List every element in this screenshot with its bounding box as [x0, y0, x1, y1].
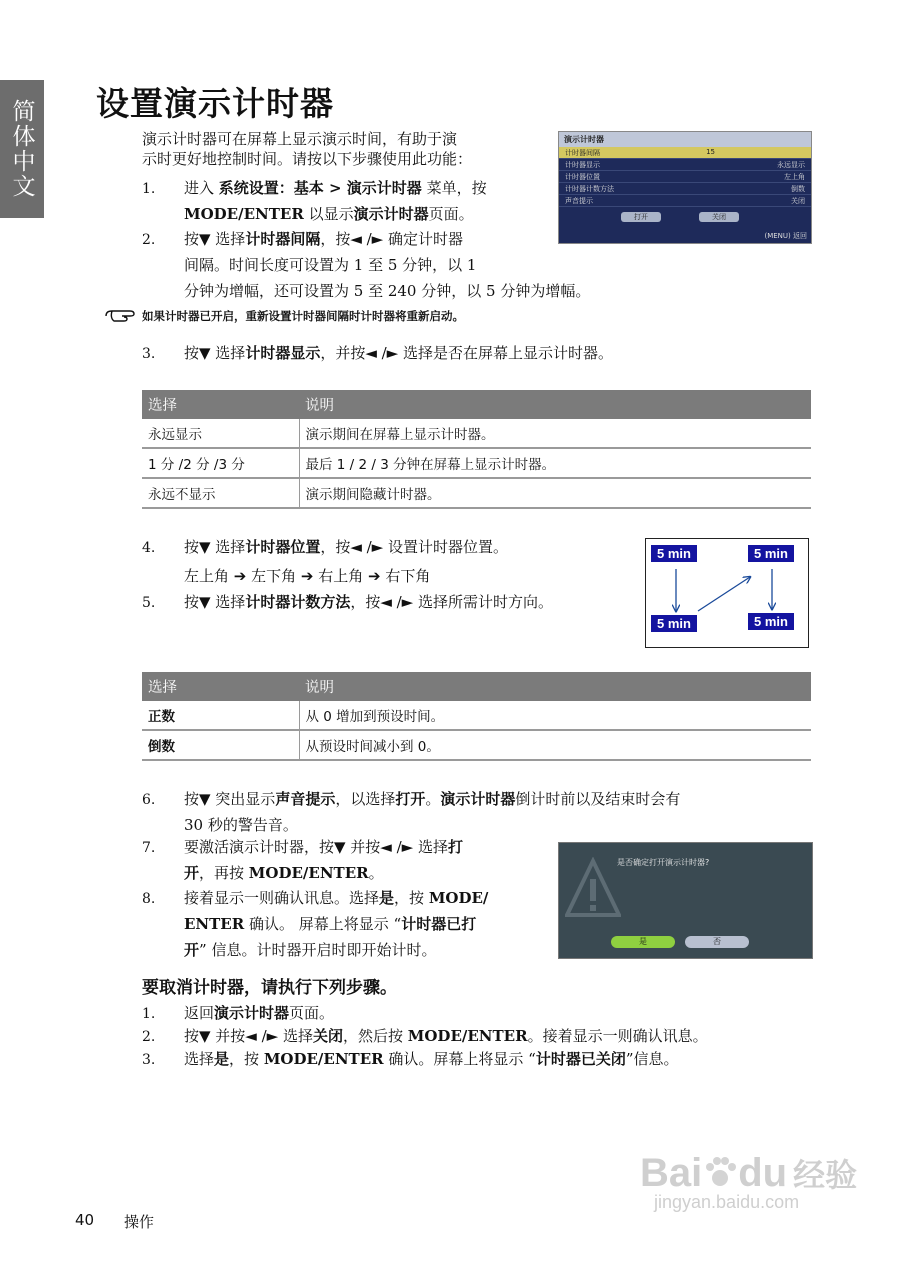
timer-label-bottom-left: 5 min	[651, 615, 697, 632]
step-number: 3.	[142, 1052, 156, 1068]
table-row: 永远不显示 演示期间隐藏计时器。	[142, 478, 811, 508]
osd-row: 计时器计数方法 倒数	[559, 183, 811, 195]
step-number: 6.	[142, 792, 156, 808]
timer-display-table: 选择 说明 永远显示 演示期间在屏幕上显示计时器。 1 分 /2 分 /3 分 最后 1 / 2 / 3 分钟在屏幕上显示计时器。 永远不显示 演示期间隐藏计时器。	[142, 390, 811, 509]
step-number: 3.	[142, 346, 156, 362]
section-name: 操作	[124, 1213, 155, 1231]
timer-label-bottom-right: 5 min	[748, 613, 794, 630]
confirm-question: 是否确定打开演示计时器?	[617, 858, 710, 867]
step-5: 按▼ 选择计时器计数方法，按◄ /► 选择所需计时方向。	[184, 593, 553, 611]
osd-on-button: 打开	[621, 212, 661, 222]
step-1: 进入 系统设置：基本 > 演示计时器 菜单，按 MODE/ENTER 以显示演示计时器页面。	[184, 179, 487, 223]
osd-row: 计时器显示 永远显示	[559, 159, 811, 171]
step-4: 按▼ 选择计时器位置，按◄ /► 设置计时器位置。	[184, 538, 508, 556]
no-button: 否	[685, 936, 749, 948]
count-method-table: 选择 说明 正数 从 0 增加到预设时间。 倒数 从预设时间减小到 0。	[142, 672, 811, 761]
step-8: 接着显示一则确认讯息。选择是，按 MODE/ ENTER 确认。 屏幕上将显示 “计时器已打 开” 信息。计时器开启时即开始计时。	[184, 889, 489, 959]
osd-off-button: 关闭	[699, 212, 739, 222]
timer-position-diagram	[645, 538, 809, 648]
yes-button: 是	[611, 936, 675, 948]
position-sequence: 左上角 ➔ 左下角 ➔ 右上角 ➔ 右下角	[184, 567, 431, 585]
step-number: 1.	[142, 181, 156, 197]
table-row: 永远显示 演示期间在屏幕上显示计时器。	[142, 419, 811, 448]
step-2: 按▼ 选择计时器间隔，按◄ /► 确定计时器 间隔。时间长度可设置为 1 至 5 分钟，以 1 分钟为增幅，还可设置为 5 至 240 分钟，以 5 分钟为增幅。	[184, 230, 591, 300]
flow-arrows-icon	[646, 539, 808, 647]
note: 如果计时器已开启，重新设置计时器间隔时计时器将重新启动。	[104, 308, 464, 324]
step-7: 要激活演示计时器，按▼ 并按◄ /► 选择打 开，再按 MODE/ENTER。	[184, 838, 463, 882]
page-number: 40	[75, 1211, 95, 1229]
timer-label-top-right: 5 min	[748, 545, 794, 562]
intro-text: 演示计时器可在屏幕上显示演示时间，有助于演 示时更好地控制时间。请按以下步骤使用此功能：	[142, 130, 473, 168]
cancel-step-1: 返回演示计时器页面。	[184, 1004, 335, 1022]
step-number: 8.	[142, 891, 156, 907]
step-number: 2.	[142, 232, 156, 248]
osd-row: 计时器位置 左上角	[559, 171, 811, 183]
confirm-dialog-screenshot	[558, 842, 813, 959]
paw-icon	[703, 1156, 737, 1190]
timer-menu-screenshot: 演示计时器 计时器间隔 15 计时器显示 永远显示 计时器位置 左上角 计时器计数方法 倒数 声音提示 关闭 打开 关闭 (MENU) 返回	[558, 131, 812, 244]
table-row: 1 分 /2 分 /3 分 最后 1 / 2 / 3 分钟在屏幕上显示计时器。	[142, 448, 811, 478]
table-row: 倒数 从预设时间减小到 0。	[142, 730, 811, 760]
warning-icon	[565, 857, 621, 919]
osd-row: 声音提示 关闭	[559, 195, 811, 207]
step-number: 4.	[142, 540, 156, 556]
step-number: 5.	[142, 595, 156, 611]
cancel-step-3: 选择是，按 MODE/ENTER 确认。屏幕上将显示 “计时器已关闭”信息。	[184, 1050, 679, 1068]
timer-label-top-left: 5 min	[651, 545, 697, 562]
step-6: 按▼ 突出显示声音提示，以选择打开。演示计时器倒计时前以及结束时会有 30 秒的警告音。	[184, 790, 681, 834]
step-number: 1.	[142, 1006, 156, 1022]
step-number: 2.	[142, 1029, 156, 1045]
osd-row: 计时器间隔 15	[559, 147, 811, 159]
baidu-jingyan-watermark: Bai du 经验 jingyan.baidu.com	[640, 1151, 858, 1212]
osd-back-hint: (MENU) 返回	[764, 232, 807, 240]
cancel-step-2: 按▼ 并按◄ /► 选择关闭，然后按 MODE/ENTER。接着显示一则确认讯息。	[184, 1027, 708, 1045]
table-row: 正数 从 0 增加到预设时间。	[142, 701, 811, 730]
step-number: 7.	[142, 840, 156, 856]
language-side-tab: 简体中文	[0, 80, 44, 218]
page-title: 设置演示计时器	[96, 84, 334, 123]
step-3: 按▼ 选择计时器显示，并按◄ /► 选择是否在屏幕上显示计时器。	[184, 344, 613, 362]
pointing-hand-icon	[104, 308, 136, 324]
cancel-section-title: 要取消计时器，请执行下列步骤。	[142, 978, 397, 998]
